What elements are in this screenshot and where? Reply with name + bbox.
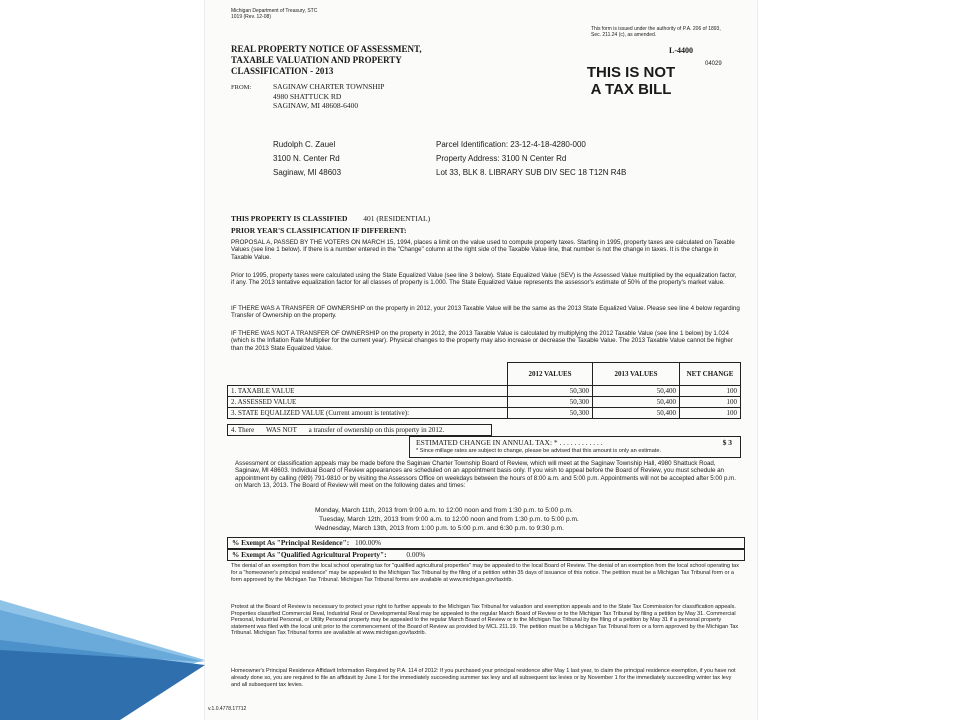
not-tax-bill-line-1: THIS IS NOT — [586, 64, 676, 81]
agricultural-label: % Exempt As "Qualified Agricultural Property": — [232, 550, 387, 559]
table-row — [228, 408, 741, 419]
dept-line: Michigan Department of Treasury, STC — [231, 8, 318, 14]
line4-prefix: 4. There — [231, 426, 255, 434]
transfer-paragraph: IF THERE WAS A TRANSFER OF OWNERSHIP on the property in 2012, your 2013 Taxable Value will be the same as the 2013 State Equalized Value. Please see line 4 below regarding Transfer of Ownership on the property. — [231, 305, 740, 320]
authority-note: This form is issued under the authority of P.A. 206 of 1893, Sec. 211.24 (c), as amended. — [591, 26, 721, 38]
table-header-blank — [228, 363, 508, 386]
document-title — [231, 44, 422, 77]
not-tax-bill-line-2: A TAX BILL — [590, 81, 672, 98]
title-line-2: TAXABLE VALUATION AND PROPERTY — [231, 55, 402, 65]
header-2012: 2012 VALUES — [508, 363, 593, 386]
denial-appeal-text: The denial of an exemption from the local school operating tax for "qualified agricultural properties" may be appealed to the local Board of Review. The denial of an exemption from the local school operating tax for a "homeowner's principal residence" may be appealed to the Michigan Tax Tribunal by the filing of a petition within 35 days of issuance of this notice. The petition must be a Michigan Tax Tribunal form or a form approved by the Michigan Tax Tribunal. Michigan Tax Tribunal forms are available at www.michigan.gov/taxtrib. — [231, 563, 739, 583]
net-change: 100 — [680, 397, 741, 408]
no-transfer-paragraph: IF THERE WAS NOT A TRANSFER OF OWNERSHIP on the property in 2012, the 2013 Taxable Value is calculated by multiplying the 2012 Taxable Value (see line 1 below) by 1.024 (which is the Inflation Rate Multiplier for the current year). Physical changes to the property may also increase or decrease the Taxable Value. The 2013 Taxable Value cannot be higher than the 2013 State Equalized Value. — [231, 330, 733, 352]
classified-label — [231, 214, 430, 223]
line4-suffix: a transfer of ownership on this property in 2012. — [308, 426, 445, 434]
estimated-change-box — [409, 436, 741, 458]
value-2013: 50,400 — [593, 386, 680, 397]
version-number: v.1.0.4778.17712 — [208, 706, 247, 712]
property-address: Property Address: 3100 N Center Rd — [436, 154, 567, 163]
principal-residence-exempt — [227, 537, 745, 549]
agricultural-exempt — [227, 549, 745, 561]
net-change: 100 — [680, 408, 741, 419]
estimated-change-label: ESTIMATED CHANGE IN ANNUAL TAX: * . . . . . . . . . . . . — [416, 438, 603, 447]
table-header-row — [228, 363, 741, 386]
parcel-info — [436, 138, 626, 180]
from-line-1: SAGINAW CHARTER TOWNSHIP — [273, 82, 385, 91]
protest-text: Protest at the Board of Review is necessary to protect your right to further appeals to the Michigan Tax Tribunal for valuation and exemption appeals and to the State Tax Commission for classification appeals. Properties classified Commercial Real, Industrial Real or Developmental Real may be appealed to the regular March Board of Review or to the Michigan Tax Tribunal by filing a petition by May 31. Commercial Personal, Industrial Personal, or Utility Personal property may be appealed to the regular March Board of Review or to the Michigan Tax Tribunal by the filing of a petition by May 31 if a personal property statement was filed with the local unit prior to the commencement of the Board of Review as provided by MCL 211.19. The petition must be a Michigan Tax Tribunal form or a form approved by the Michigan Tax Tribunal. Michigan Tax Tribunal forms are available at www.michigan.gov/taxtrib. — [231, 604, 739, 637]
table-row — [228, 386, 741, 397]
table-row — [228, 397, 741, 408]
prior-classification-label: PRIOR YEAR'S CLASSIFICATION IF DIFFERENT: — [231, 226, 407, 235]
board-of-review-text: Assessment or classification appeals may be made before the Saginaw Charter Township Board of Review, which will meet at the Saginaw Township Hall, 4980 Shattuck Road, Saginaw, MI 48603. Individual Board of Review appearances are scheduled on an appointment basis only. If you wish to appeal before the Board of Review, you must schedule an appointment by calling (989) 791-9810 or by visiting the Assessors Office on weekdays between the hours of 8:00 a.m. and 5:00 p.m. Appointments will not be accepted after 5:00 p.m. on March 13, 2013. The Board of Review will meet on the following dates and times: — [235, 460, 737, 490]
proposal-a-paragraph: PROPOSAL A, PASSED BY THE VOTERS ON MARCH 15, 1994, places a limit on the value used to compute property taxes. Starting in 1995, property taxes are calculated on Taxable Values (see line 1 below). If there is a number entered in the "Change" column at the right side of the Taxable Value line, that number is not the change in taxes. It is the change in Taxable Value. — [231, 239, 735, 261]
owner-street: 3100 N. Center Rd — [273, 154, 340, 163]
values-table — [227, 362, 741, 419]
value-2012: 50,300 — [508, 408, 593, 419]
row-label: 1. TAXABLE VALUE — [228, 386, 508, 397]
pre-1995-paragraph: Prior to 1995, property taxes were calculated using the State Equalized Value (see line 3 below). State Equalized Value (SEV) is the Assessed Value multiplied by the equalization factor, if any. The 2013 tentative equalization factor for all classes of property is 1.000. The State Equalized Value represents the assessor's estimate of 50% of the property's market value. — [231, 272, 737, 287]
value-2013: 50,400 — [593, 397, 680, 408]
header-net-change: NET CHANGE — [680, 363, 741, 386]
estimated-change-value: $ 3 — [722, 438, 732, 447]
estimated-change-note: * Since millage rates are subject to change, please be advised that this amount is only an estimate. — [416, 448, 662, 454]
net-change: 100 — [680, 386, 741, 397]
line4-status: WAS NOT — [265, 426, 297, 434]
title-line-3: CLASSIFICATION - 2013 — [231, 66, 334, 76]
form-number: 1019 (Rev. 12-08) — [231, 14, 271, 20]
review-date-2: Tuesday, March 12th, 2013 from 9:00 a.m. to 12:00 noon and from 1:30 p.m. to 5:00 p.m. — [319, 516, 579, 523]
scanned-document — [205, 0, 757, 720]
value-2013: 50,400 — [593, 408, 680, 419]
review-date-3: Wednesday, March 13th, 2013 from 1:00 p.m. to 5:00 p.m. and 6:30 p.m. to 9:30 p.m. — [315, 525, 564, 532]
principal-residence-label: % Exempt As "Principal Residence": — [232, 538, 350, 547]
principal-residence-value: 100.00% — [354, 538, 382, 547]
parcel-id: Parcel Identification: 23-12-4-18-4280-000 — [436, 140, 586, 149]
value-2012: 50,300 — [508, 397, 593, 408]
agricultural-value: 0.00% — [406, 550, 426, 559]
slide-decoration — [0, 0, 205, 720]
form-code: L-4400 — [669, 46, 693, 55]
from-line-2: 4980 SHATTUCK RD — [273, 91, 342, 101]
transfer-line — [227, 424, 492, 436]
classified-label-text: THIS PROPERTY IS CLASSIFIED — [231, 214, 348, 223]
value-2012: 50,300 — [508, 386, 593, 397]
owner-name: Rudolph C. Zauel — [273, 140, 336, 149]
from-line-3: SAGINAW, MI 48608-6400 — [273, 101, 359, 110]
affidavit-text: Homeowner's Principal Residence Affidavit Information Required by P.A. 114 of 2012: If you purchased your principal residence after May 1 last year, to claim the principal residence exemption, if you have not already done so, you are required to file an affidavit by June 1 for the immediately succeeding summer tax levy and all subsequent tax levies or by November 1 for the immediately succeeding winter tax levy and all subsequent tax levies. — [231, 668, 736, 688]
legal-description: Lot 33, BLK 8. LIBRARY SUB DIV SEC 18 T12N R4B — [436, 168, 627, 177]
review-date-1: Monday, March 11th, 2013 from 9:00 a.m. to 12:00 noon and from 1:30 p.m. to 5:00 p.m. — [315, 507, 573, 514]
header-2013: 2013 VALUES — [593, 363, 680, 386]
owner-city: Saginaw, MI 48603 — [273, 168, 342, 177]
from-label: FROM: — [231, 84, 252, 91]
classified-value: 401 (RESIDENTIAL) — [363, 214, 431, 223]
from-address — [273, 82, 384, 111]
not-tax-bill-stamp — [571, 64, 691, 98]
row-label: 2. ASSESSED VALUE — [228, 397, 508, 408]
review-dates — [315, 506, 579, 533]
owner-address — [273, 138, 341, 180]
form-code-2: 04029 — [705, 61, 722, 67]
title-line-1: REAL PROPERTY NOTICE OF ASSESSMENT, — [231, 44, 422, 54]
row-label: 3. STATE EQUALIZED VALUE (Current amount is tentative): — [228, 408, 508, 419]
